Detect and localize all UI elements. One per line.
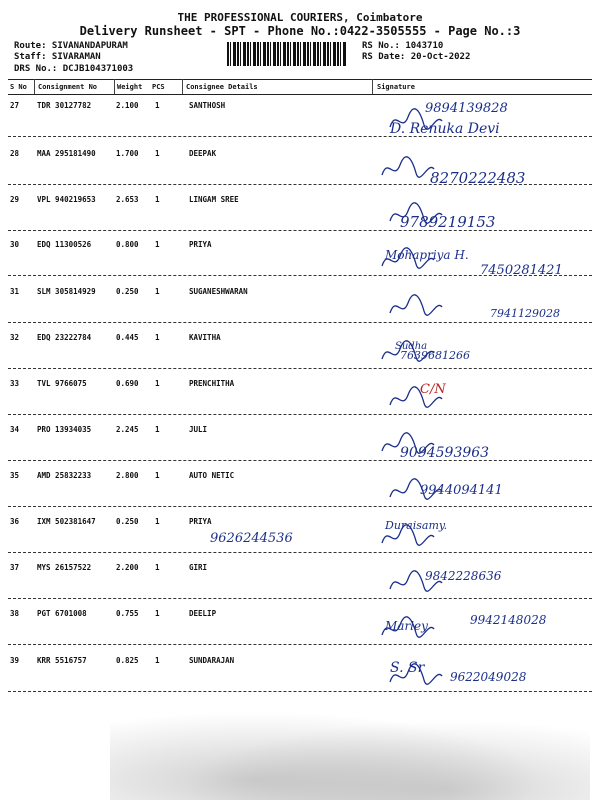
signature-scribble (378, 431, 438, 459)
row-consignee: SUGANESHWARAN (189, 287, 248, 296)
signature-scribble (386, 569, 446, 597)
row-consignment-no: EDQ 23222784 (37, 333, 92, 342)
row-separator (8, 460, 592, 461)
row-sno: 33 (10, 379, 20, 388)
row-pcs: 1 (155, 656, 160, 665)
row-pcs: 1 (155, 425, 160, 434)
row-consignment-no: TVL 9766075 (37, 379, 87, 388)
row-weight: 0.250 (116, 287, 139, 296)
col-sno: S No (10, 83, 27, 91)
row-consignee: JULI (189, 425, 208, 434)
row-separator (8, 552, 592, 553)
signature-scribble (386, 385, 446, 413)
row-separator (8, 644, 592, 645)
row-pcs: 1 (155, 149, 160, 158)
row-consignment-no: EDQ 11300526 (37, 240, 92, 249)
row-consignment-no: PRO 13934035 (37, 425, 92, 434)
handwritten-phone: 9789219153 (400, 213, 496, 231)
row-sno: 27 (10, 101, 20, 110)
handwritten-phone: 8270222483 (430, 169, 526, 187)
rs-number: RS No.: 1043710 (362, 41, 444, 51)
row-weight: 1.700 (116, 149, 139, 158)
row-consignment-no: VPL 940219653 (37, 195, 96, 204)
row-consignment-no: KRR 5516757 (37, 656, 87, 665)
row-sno: 38 (10, 609, 20, 618)
row-separator (8, 368, 592, 369)
handwritten-phone: 9842228636 (425, 569, 502, 583)
row-pcs: 1 (155, 240, 160, 249)
handwritten-name: Marley (385, 619, 428, 633)
handwritten-phone: 7450281421 (480, 263, 563, 278)
col-divider (34, 79, 35, 94)
row-consignee: DEEPAK (189, 149, 217, 158)
row-sno: 35 (10, 471, 20, 480)
row-consignee: PRIYA (189, 240, 212, 249)
row-consignee: LINGAM SREE (189, 195, 239, 204)
row-separator (8, 598, 592, 599)
row-weight: 0.445 (116, 333, 139, 342)
row-consignee: PRIYA (189, 517, 212, 526)
signature-scribble (378, 523, 438, 551)
row-separator (8, 322, 592, 323)
row-weight: 2.800 (116, 471, 139, 480)
staff-label: Staff: SIVARAMAN (14, 52, 101, 62)
row-weight: 2.200 (116, 563, 139, 572)
signature-scribble (378, 155, 438, 183)
row-consignee: KAVITHA (189, 333, 221, 342)
row-consignee: PRENCHITHA (189, 379, 235, 388)
row-consignee: SUNDARAJAN (189, 656, 235, 665)
signature-scribble (386, 107, 446, 135)
row-consignee: GIRI (189, 563, 208, 572)
row-separator (8, 275, 592, 276)
row-sno: 28 (10, 149, 20, 158)
row-separator (8, 230, 592, 231)
row-separator (8, 506, 592, 507)
handwritten-phone: 9094593963 (400, 445, 490, 461)
row-pcs: 1 (155, 101, 160, 110)
handwritten-phone: 7639681266 (400, 349, 470, 362)
row-sno: 39 (10, 656, 20, 665)
header-bottom-rule (8, 94, 592, 95)
row-pcs: 1 (155, 195, 160, 204)
handwritten-phone: 7941129028 (490, 307, 560, 320)
row-pcs: 1 (155, 563, 160, 572)
row-weight: 2.100 (116, 101, 139, 110)
row-separator (8, 184, 592, 185)
row-consignee: SANTHOSH (189, 101, 226, 110)
signature-scribble (386, 201, 446, 229)
row-weight: 0.825 (116, 656, 139, 665)
company-title: THE PROFESSIONAL COURIERS, Coimbatore (177, 11, 423, 24)
row-weight: 0.755 (116, 609, 139, 618)
signature-scribble (386, 662, 446, 690)
handwritten-phone: 9626244536 (210, 531, 293, 546)
row-consignee: AUTO NETIC (189, 471, 235, 480)
barcode (227, 42, 347, 66)
rs-date: RS Date: 20-Oct-2022 (362, 52, 471, 62)
row-sno: 29 (10, 195, 20, 204)
row-pcs: 1 (155, 287, 160, 296)
row-pcs: 1 (155, 517, 160, 526)
runsheet-subtitle: Delivery Runsheet - SPT - Phone No.:0422-3505555 - Page No.:3 (79, 24, 521, 38)
row-consignment-no: PGT 6701008 (37, 609, 87, 618)
handwritten-name: Sudha (395, 341, 428, 352)
row-weight: 2.653 (116, 195, 139, 204)
col-consignment: Consignment No (38, 83, 98, 91)
row-consignment-no: SLM 305814929 (37, 287, 96, 296)
row-consignment-no: MAA 295181490 (37, 149, 96, 158)
row-consignee: DEELIP (189, 609, 217, 618)
col-signature: Signature (377, 83, 415, 91)
col-pcs: PCS (152, 83, 165, 91)
row-sno: 30 (10, 240, 20, 249)
handwritten-phone: 9622049028 (450, 670, 527, 684)
drs-number: DRS No.: DCJB104371003 (14, 64, 134, 74)
col-consignee: Consignee Details (186, 83, 258, 91)
handwritten-name: Mohapriya H. (385, 248, 469, 262)
row-weight: 0.250 (116, 517, 139, 526)
col-weight: Weight (117, 83, 143, 91)
signature-scribble (386, 477, 446, 505)
ink-smudge (110, 700, 590, 800)
row-pcs: 1 (155, 471, 160, 480)
row-consignment-no: TDR 30127782 (37, 101, 92, 110)
row-consignment-no: MYS 26157522 (37, 563, 92, 572)
col-divider (182, 79, 183, 94)
signature-scribble (386, 293, 446, 321)
row-pcs: 1 (155, 333, 160, 342)
handwritten-phone: 9944094141 (420, 483, 503, 498)
handwritten-phone: 9942148028 (470, 613, 547, 627)
header-top-rule (8, 79, 592, 80)
route-label: Route: SIVANANDAPURAM (14, 41, 128, 51)
row-sno: 31 (10, 287, 20, 296)
row-separator (8, 691, 592, 692)
row-separator (8, 414, 592, 415)
handwritten-phone: 9894139828 (425, 101, 508, 116)
signature-scribble (378, 615, 438, 643)
handwritten-name: C/N (420, 382, 446, 397)
row-sno: 32 (10, 333, 20, 342)
col-divider (372, 79, 373, 94)
handwritten-name: Duraisamy. (385, 519, 448, 532)
row-weight: 2.245 (116, 425, 139, 434)
row-separator (8, 136, 592, 137)
row-weight: 0.800 (116, 240, 139, 249)
signature-scribble (378, 339, 438, 367)
row-pcs: 1 (155, 609, 160, 618)
handwritten-name: S. Sr (390, 660, 425, 676)
row-weight: 0.690 (116, 379, 139, 388)
row-sno: 34 (10, 425, 20, 434)
signature-scribble (378, 246, 438, 274)
handwritten-name: D. Renuka Devi (390, 121, 500, 137)
row-sno: 36 (10, 517, 20, 526)
row-pcs: 1 (155, 379, 160, 388)
row-sno: 37 (10, 563, 20, 572)
row-consignment-no: AMD 25832233 (37, 471, 92, 480)
col-divider (114, 79, 115, 94)
row-consignment-no: IXM 502381647 (37, 517, 96, 526)
